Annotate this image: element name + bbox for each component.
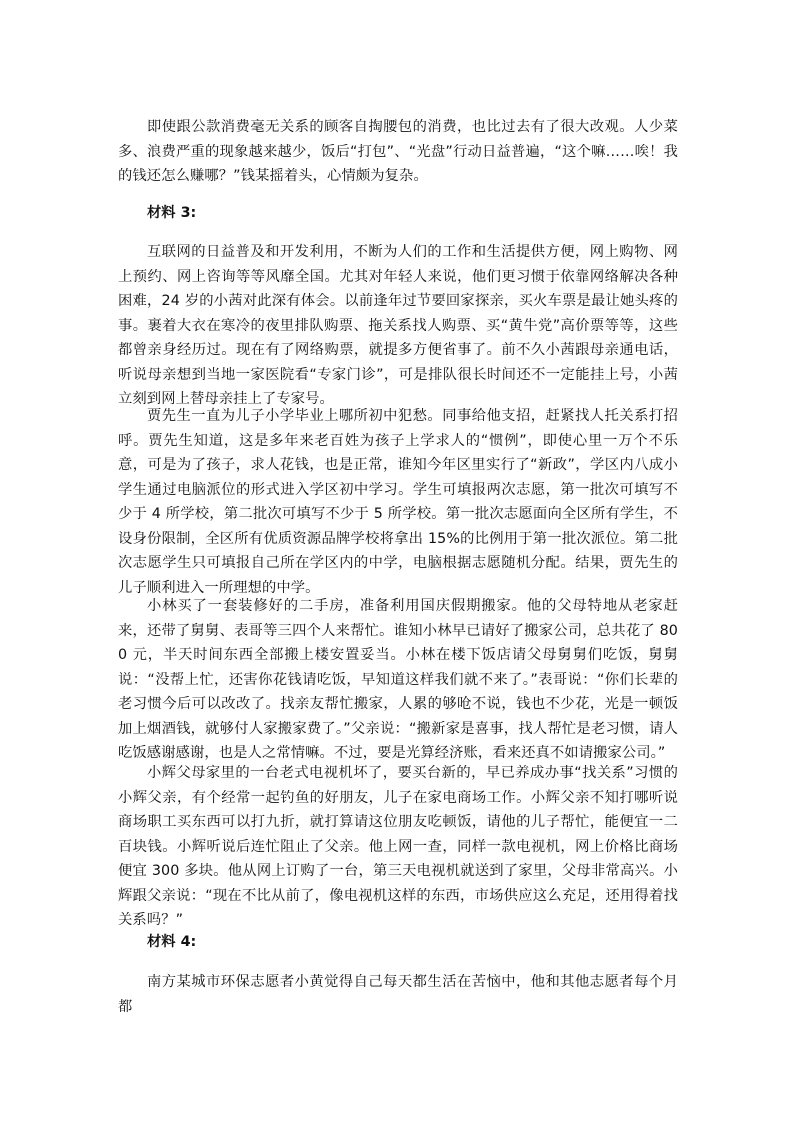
paragraph-internet: 互联网的日益普及和开发利用，不断为人们的工作和生活提供方便，网上购物、网上预约、网上咨询等等风靡全国。尤其对年轻人来说，他们更习惯于依靠网络解决各种困难，24 岁的小茜对此深有体会。以前逢年过节要回家探亲，买火车票是最让她头疼的事。裹着大衣在寒冷的夜里排队购票、拖关系找人购票、买“黄牛党”高价票等等，这些都曾亲身经历过。现在有了网络购票，就提多方便省事了。前不久小茜跟母亲通电话，听说母亲想到当地一家医院看“专家门诊”，可是排队很长时间还不一定能挂上号，小茜立刻到网上替母亲挂上了专家号。 xyxy=(118,244,678,407)
paragraph-consumption: 即使跟公款消费毫无关系的顾客自掏腰包的消费，也比过去有了很大改观。人少菜多、浪费严重的现象越来越少，饭后“打包”、“光盘”行动日益普遍，“这个嘛……唉！我的钱还怎么赚哪？”钱某摇着头，心情颇为复杂。 xyxy=(118,119,678,184)
heading-material-4: 材料 4: xyxy=(147,934,197,950)
paragraph-xiao-lin: 小林买了一套装修好的二手房，准备利用国庆假期搬家。他的父母特地从老家赶来，还带了舅舅、表哥等三四个人来帮忙。谁知小林早已请好了搬家公司，总共花了 800 元，半天时间东西全部搬上楼安置妥当。小林在楼下饭店请父母舅舅们吃饭，舅舅说：“没帮上忙，还害你花钱请吃饭，早知道这样我们就不来了。”表哥说：“你们长辈的老习惯今后可以改改了。找亲友帮忙搬家，人累的够呛不说，钱也不少花，光是一顿饭加上烟酒钱，就够付人家搬家费了。”父亲说：“搬新家是喜事，找人帮忙是老习惯，请人吃饭感谢感谢，也是人之常情嘛。不过，要是光算经济账，看来还真不如请搬家公司。” xyxy=(118,598,678,761)
heading-material-3: 材料 3: xyxy=(147,205,197,221)
paragraph-xiao-hui: 小辉父母家里的一台老式电视机坏了，要买台新的，早已养成办事“找关系”习惯的小辉父亲，有个经常一起钓鱼的好朋友，儿子在家电商场工作。小辉父亲不知打哪听说商场职工买东西可以打九折，就打算请这位朋友吃顿饭，请他的儿子帮忙，能便宜一二百块钱。小辉听说后连忙阻止了父亲。他上网一查，同样一款电视机，网上价格比商场便宜 300 多块。他从网上订购了一台，第三天电视机就送到了家里，父母非常高兴。小辉跟父亲说：“现在不比从前了，像电视机这样的东西，市场供应这么充足，还用得着找关系吗？” xyxy=(118,765,678,928)
paragraph-xiao-huang: 南方某城市环保志愿者小黄觉得自己每天都生活在苦恼中，他和其他志愿者每个月都 xyxy=(118,974,678,1015)
paragraph-mr-jia: 贾先生一直为儿子小学毕业上哪所初中犯愁。同事给他支招，赶紧找人托关系打招呼。贾先生知道，这是多年来老百姓为孩子上学求人的“惯例”，即使心里一万个不乐意，可是为了孩子，求人花钱，也是正常，谁知今年区里实行了“新政”，学区内八成小学生通过电脑派位的形式进入学区初中学习。学生可填报两次志愿，第一批次可填写不少于 4 所学校，第二批次可填写不少于 5 所学校。第一批次志愿面向全区所有学生，不设身份限制，全区所有优质资源品牌学校将拿出 15%的比例用于第一批次派位。第二批次志愿学生只可填报自己所在学区内的中学，电脑根据志愿随机分配。结果，贾先生的儿子顺利进入一所理想的中学。 xyxy=(118,408,678,596)
